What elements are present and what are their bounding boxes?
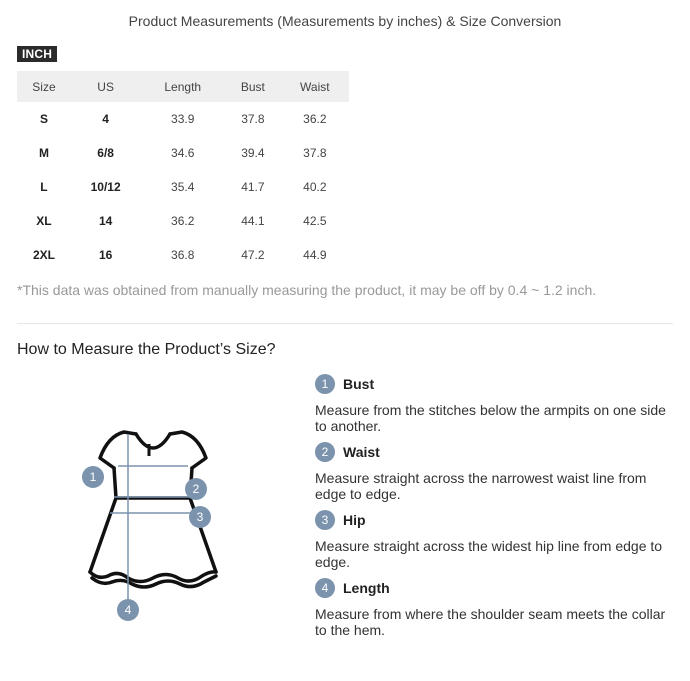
cell-bust: 39.4 <box>241 146 265 160</box>
marker-label: 3 <box>196 510 204 524</box>
instruction-name: Length <box>343 580 390 596</box>
cell-size: M <box>38 146 49 160</box>
instruction-head <box>315 374 675 394</box>
instruction-hip <box>315 510 675 570</box>
table-row <box>17 204 349 238</box>
instruction-head <box>315 510 675 530</box>
cell-size: XL <box>36 214 52 228</box>
cell-length: 36.2 <box>171 214 195 228</box>
cell-waist: 40.2 <box>303 180 327 194</box>
marker-label: 4 <box>124 603 132 617</box>
divider <box>17 323 673 324</box>
cell-us: 10/12 <box>90 180 121 194</box>
cell-waist: 36.2 <box>303 112 327 126</box>
cell-us: 16 <box>98 248 113 262</box>
cell-us: 6/8 <box>97 146 114 160</box>
cell-size: L <box>40 180 48 194</box>
cell-waist: 37.8 <box>303 146 327 160</box>
instruction-desc: Measure straight across the narrowest waist line from edge to edge. <box>315 470 647 502</box>
cell-bust: 37.8 <box>241 112 265 126</box>
header-size: Size <box>17 71 71 102</box>
instruction-desc: Measure from where the shoulder seam meets the collar to the hem. <box>315 606 666 638</box>
measure-instructions <box>315 374 675 646</box>
instruction-waist <box>315 442 675 502</box>
number-badge: 2 <box>315 442 335 462</box>
header-bust: Bust <box>225 71 281 102</box>
cell-us: 4 <box>102 112 109 126</box>
header-waist: Waist <box>281 71 349 102</box>
table-header-row <box>17 71 349 102</box>
section-title: How to Measure the Product’s Size? <box>17 341 276 358</box>
cell-length: 36.8 <box>171 248 195 262</box>
marker-2 <box>185 478 207 500</box>
number-badge: 3 <box>315 510 335 530</box>
cell-waist: 42.5 <box>303 214 327 228</box>
cell-length: 33.9 <box>171 112 195 126</box>
instruction-bust <box>315 374 675 434</box>
number-badge: 4 <box>315 578 335 598</box>
page-title: Product Measurements (Measurements by inches) & Size Conversion <box>128 13 562 29</box>
measurement-note: *This data was obtained from manually measuring the product, it may be off by 0.4 ~ 1.2 inch. <box>17 282 597 298</box>
cell-waist: 44.9 <box>303 248 327 262</box>
table-row <box>17 170 349 204</box>
instruction-name: Hip <box>343 512 366 528</box>
instruction-name: Waist <box>343 444 380 460</box>
table-row <box>17 136 349 170</box>
number-badge: 1 <box>315 374 335 394</box>
header-length: Length <box>140 71 225 102</box>
marker-label: 2 <box>192 482 200 496</box>
cell-us: 14 <box>98 214 113 228</box>
instruction-length <box>315 578 675 638</box>
cell-length: 34.6 <box>171 146 195 160</box>
cell-size: 2XL <box>32 248 55 262</box>
table-row <box>17 238 349 272</box>
cell-bust: 44.1 <box>241 214 265 228</box>
marker-3 <box>189 506 211 528</box>
dress-diagram <box>78 420 228 630</box>
cell-bust: 47.2 <box>241 248 265 262</box>
instruction-desc: Measure straight across the widest hip line from edge to edge. <box>315 538 663 570</box>
marker-label: 1 <box>89 470 97 484</box>
cell-size: S <box>39 112 48 126</box>
size-table <box>17 71 349 272</box>
header-us: US <box>71 71 140 102</box>
instruction-desc: Measure from the stitches below the armpits on one side to another. <box>315 402 666 434</box>
cell-length: 35.4 <box>171 180 195 194</box>
instruction-head <box>315 578 675 598</box>
cell-bust: 41.7 <box>241 180 265 194</box>
unit-badge: INCH <box>17 46 57 62</box>
instruction-head <box>315 442 675 462</box>
marker-1 <box>82 466 104 488</box>
marker-4 <box>117 599 139 621</box>
table-row <box>17 102 349 136</box>
instruction-name: Bust <box>343 376 375 392</box>
